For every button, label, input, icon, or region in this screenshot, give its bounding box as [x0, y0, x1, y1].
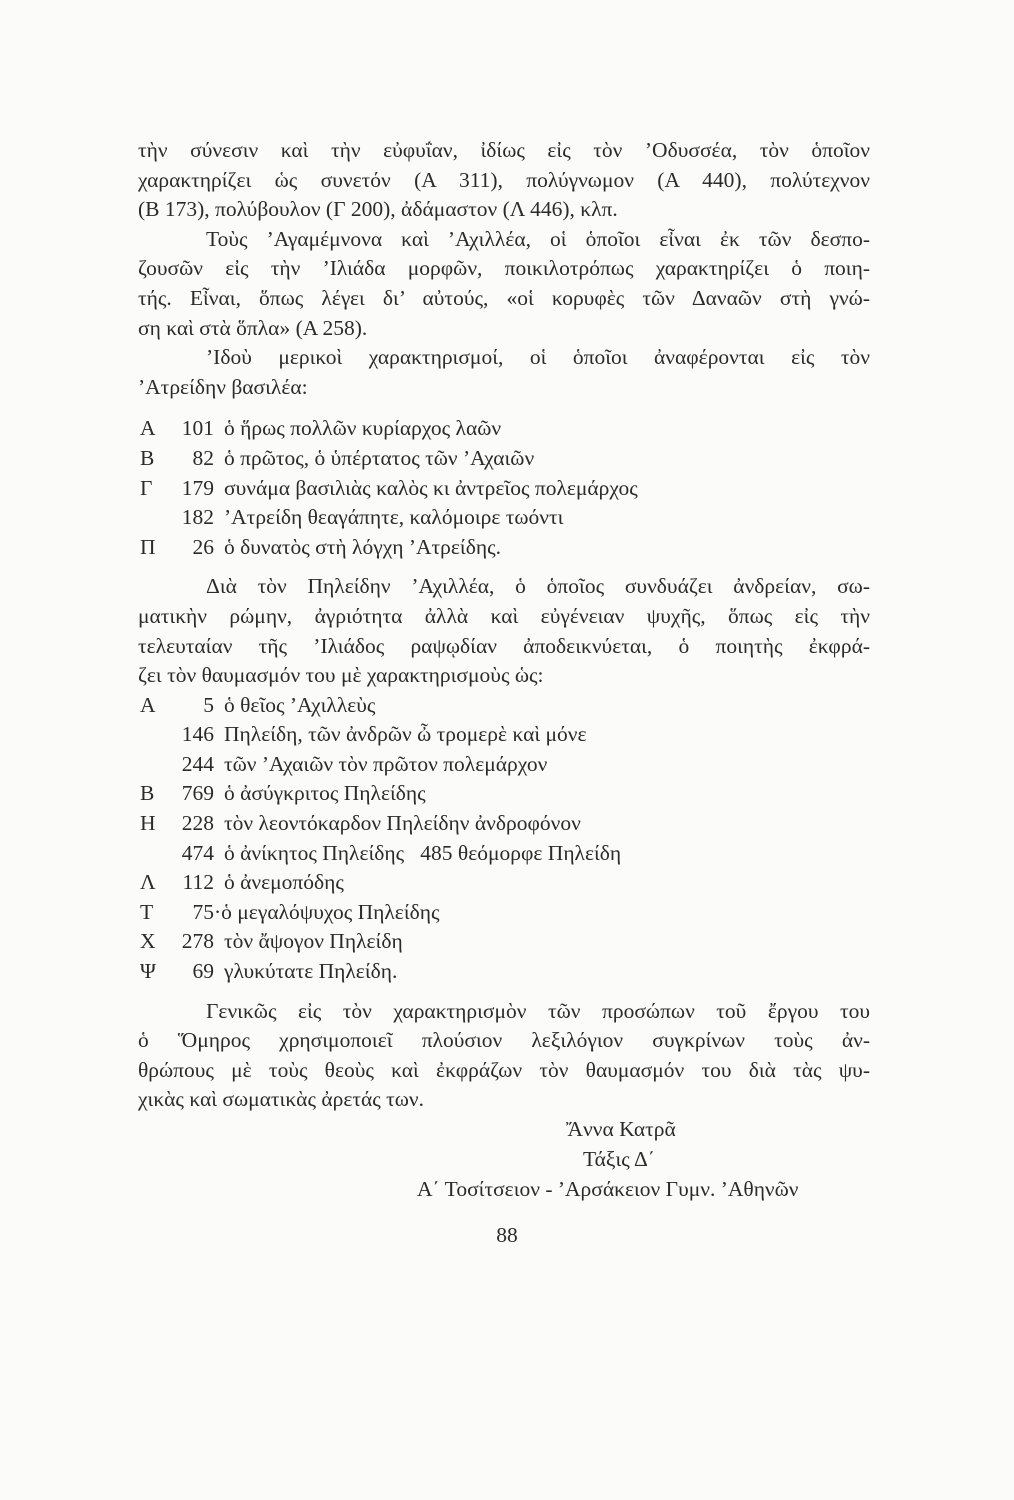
verse-number: 769 — [181, 781, 214, 806]
paragraph-1 — [138, 136, 870, 225]
paragraph-2 — [138, 225, 870, 343]
book-letter: Γ — [140, 475, 153, 500]
epithet-text: ὁ θεῖος ’Αχιλλεὺς — [224, 692, 376, 717]
epithet-text: τῶν ’Αχαιῶν τὸν πρῶτον πολεμάρχον — [224, 751, 548, 776]
text-line: χαρακτηρίζει ὡς συνετόν (Α 311), πολύγνωμον (Α 440), πολύτεχνον — [138, 167, 870, 192]
verse-number: 112 — [182, 870, 214, 895]
epithet-text: ὁ ἀσύγκριτος Πηλείδης — [224, 781, 426, 806]
author-school: Α΄ Τοσίτσειον - ’Αρσάκειον Γυμν. ’Αθηνῶν — [417, 1177, 799, 1201]
text-line: ’Ιδοὺ μερικοὶ χαρακτηρισμοί, οἱ ὁποῖοι ἀναφέρονται εἰς τὸν — [206, 345, 870, 370]
citation-row — [138, 444, 870, 474]
citation-row — [138, 533, 870, 563]
book-letter: Ψ — [140, 959, 156, 984]
book-letter: Τ — [140, 899, 154, 924]
verse-number: 101 — [181, 416, 214, 441]
book-letter — [138, 750, 172, 780]
book-letter: Λ — [140, 870, 156, 895]
epithet-text: ὁ ἀνεμοπόδης — [224, 870, 344, 895]
page-number: 88 — [496, 1223, 518, 1247]
text-line: ματικὴν ρώμην, ἀγριότητα ἀλλὰ καὶ εὐγένειαν ψυχῆς, ὅπως εἰς τὴν — [138, 603, 870, 628]
epithet-text: ·ὁ μεγαλόψυχος Πηλείδης — [214, 899, 440, 924]
author-name: Ἄννα Κατρᾶ — [566, 1117, 676, 1141]
citation-row — [138, 957, 870, 987]
text-line: τής. Εἶναι, ὅπως λέγει δι’ αὐτούς, «οἱ κορυφὲς τῶν Δαναῶν στὴ γνώ- — [138, 285, 870, 310]
verse-number: 244 — [181, 751, 214, 776]
epithet-text: ὁ ἀνίκητος Πηλείδης 485 θεόμορφε Πηλείδη — [224, 840, 622, 865]
citation-row — [138, 414, 870, 444]
verse-number: 228 — [181, 811, 214, 836]
verse-number: 69 — [192, 959, 214, 984]
epithet-text: ὁ ἥρως πολλῶν κυρίαρχος λαῶν — [224, 416, 502, 441]
text-line: τὴν σύνεσιν καὶ τὴν εὐφυΐαν, ἰδίως εἰς τὸν ’Οδυσσέα, τὸν ὁποῖον — [138, 138, 870, 162]
text-line: Τοὺς ’Αγαμέμνονα καὶ ’Αχιλλέα, οἱ ὁποῖοι εἶναι ἐκ τῶν δεσπο- — [206, 226, 870, 251]
citation-row — [138, 868, 870, 898]
verse-number: 182 — [181, 505, 214, 530]
book-letter: Α — [140, 416, 156, 441]
verse-number: 474 — [181, 840, 214, 865]
epithet-text: ὁ δυνατὸς στὴ λόγχη ’Ατρείδης. — [224, 534, 501, 559]
body-text — [138, 136, 870, 1115]
text-line: ζει τὸν θαυμασμόν του μὲ χαρακτηρισμοὺς ὡς: — [138, 663, 544, 688]
text-line: ὁ Ὅμηρος χρησιμοποιεῖ πλούσιον λεξιλόγιον συγκρίνων τοὺς ἀν- — [138, 1028, 870, 1053]
book-letter: Η — [140, 811, 156, 836]
text-line: ζουσῶν εἰς τὴν ’Ιλιάδα μορφῶν, ποικιλοτρόπως χαρακτηρίζει ὁ ποιη- — [138, 256, 870, 281]
verse-number: 26 — [192, 534, 214, 559]
citation-row — [138, 839, 870, 869]
citation-row — [138, 503, 870, 533]
citation-list-agamemnon — [138, 414, 870, 562]
citation-row — [138, 898, 870, 928]
paragraph-4 — [138, 572, 870, 690]
citation-row — [138, 720, 870, 750]
verse-number: 278 — [181, 929, 214, 954]
verse-number: 146 — [181, 722, 214, 747]
epithet-text: Πηλείδη, τῶν ἀνδρῶν ὦ τρομερὲ καὶ μόνε — [224, 722, 587, 747]
author-class: Τάξις Δ΄ — [583, 1147, 655, 1171]
book-letter: Α — [140, 692, 156, 717]
text-line: χικὰς καὶ σωματικὰς ἀρετάς των. — [138, 1087, 425, 1112]
book-letter: Β — [140, 781, 155, 806]
verse-number: 5 — [203, 692, 214, 717]
citation-row — [138, 809, 870, 839]
verse-number: 179 — [181, 475, 214, 500]
book-letter: Π — [140, 534, 156, 559]
epithet-text: συνάμα βασιλιὰς καλὸς κι ἀντρεῖος πολεμάρχος — [224, 475, 638, 500]
epithet-text: τὸν ἄψογον Πηλείδη — [224, 929, 403, 954]
epithet-text: τὸν λεοντόκαρδον Πηλείδην ἀνδροφόνον — [224, 811, 581, 836]
book-letter: Χ — [140, 929, 156, 954]
book-letter — [138, 839, 172, 869]
text-line: θρώπους μὲ τοὺς θεοὺς καὶ ἐκφράζων τὸν θαυμασμόν του διὰ τὰς ψυ- — [138, 1057, 870, 1082]
text-line: Διὰ τὸν Πηλείδην ’Αχιλλέα, ὁ ὁποῖος συνδυάζει ἀνδρείαν, σω- — [206, 574, 870, 599]
text-line: ’Ατρείδην βασιλέα: — [138, 374, 308, 399]
text-line: ση καὶ στὰ ὅπλα» (Α 258). — [138, 315, 368, 340]
citation-row — [138, 779, 870, 809]
citation-list-achilles — [138, 691, 870, 987]
epithet-text: ’Ατρείδη θεαγάπητε, καλόμοιρε τωόντι — [224, 505, 564, 530]
text-line: Γενικῶς εἰς τὸν χαρακτηρισμὸν τῶν προσώπων τοῦ ἔργου του — [206, 998, 870, 1023]
citation-row — [138, 691, 870, 721]
text-line: (Β 173), πολύβουλον (Γ 200), ἀδάμαστον (Λ 446), κλπ. — [138, 197, 618, 222]
epithet-text: γλυκύτατε Πηλείδη. — [224, 959, 398, 984]
book-letter — [138, 503, 172, 533]
verse-number: 82 — [192, 445, 214, 470]
book-letter — [138, 720, 172, 750]
book-letter: Β — [140, 445, 155, 470]
citation-row — [138, 750, 870, 780]
text-line: τελευταίαν τῆς ’Ιλιάδος ραψῳδίαν ἀποδεικνύεται, ὁ ποιητὴς ἐκφρά- — [138, 633, 870, 658]
paragraph-3 — [138, 343, 870, 402]
citation-row — [138, 474, 870, 504]
citation-row — [138, 927, 870, 957]
paragraph-5 — [138, 997, 870, 1115]
epithet-text: ὁ πρῶτος, ὁ ὑπέρτατος τῶν ’Αχαιῶν — [224, 445, 535, 470]
verse-number: 75 — [192, 899, 214, 924]
